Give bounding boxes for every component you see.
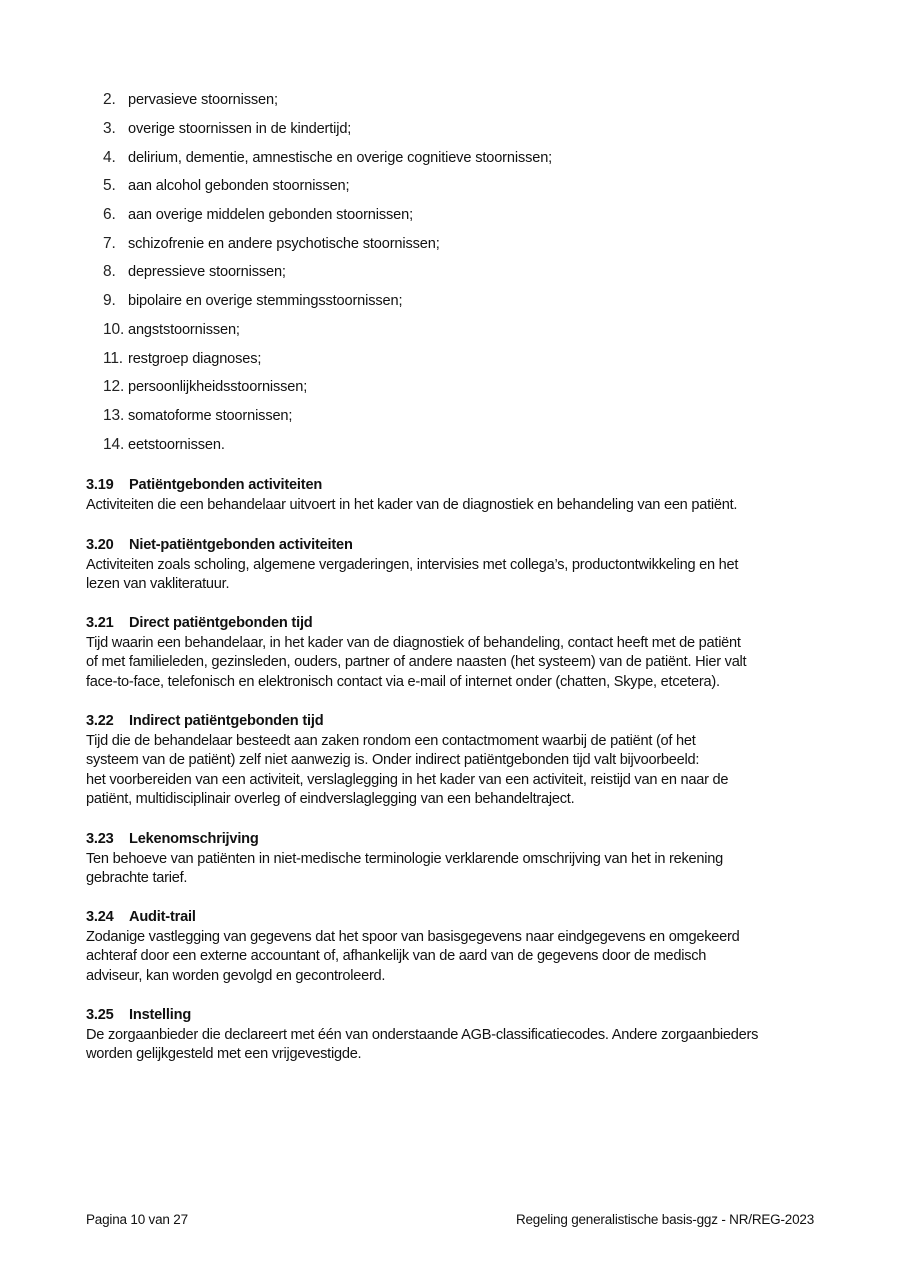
section-3-21 <box>86 614 826 692</box>
section-title: Instelling <box>129 1007 192 1023</box>
section-text: worden gelijkgesteld met een vrijgevestigde. <box>86 1046 362 1063</box>
section-heading <box>86 476 826 496</box>
list-number: 7. <box>103 234 116 252</box>
section-heading <box>86 614 826 634</box>
list-item <box>103 115 552 144</box>
section-title: Niet-patiëntgebonden activiteiten <box>129 537 353 553</box>
section-title: Audit-trail <box>129 909 196 925</box>
list-item <box>103 201 552 230</box>
section-text: het voorbereiden van een activiteit, verslaglegging in het kader van een activiteit, reistijd van en naar de <box>86 771 729 788</box>
list-number: 5. <box>103 177 116 195</box>
list-item <box>103 344 552 373</box>
section-text: face-to-face, telefonisch en elektronisch contact via e-mail of internet onder (chatten, Skype, etcetera). <box>86 673 720 690</box>
list-text: depressieve stoornissen; <box>128 264 286 281</box>
list-number: 13. <box>103 406 125 424</box>
section-3-23 <box>86 830 826 889</box>
page-number: Pagina 10 van 27 <box>86 1212 188 1227</box>
list-text: pervasieve stoornissen; <box>128 92 278 109</box>
list-text: schizofrenie en andere psychotische stoornissen; <box>128 235 440 252</box>
list-text: aan overige middelen gebonden stoornissen; <box>128 207 413 224</box>
section-text: of met familieleden, gezinsleden, ouders, partner of andere naasten (het systeem) van de patiënt. Hier valt <box>86 654 747 671</box>
list-item <box>103 258 552 287</box>
list-item <box>103 287 552 316</box>
section-text: patiënt, multidisciplinair overleg of eindverslaglegging van een behandeltraject. <box>86 791 575 808</box>
list-number: 6. <box>103 206 116 224</box>
list-number: 4. <box>103 148 116 166</box>
section-title: Lekenomschrijving <box>129 831 259 847</box>
list-text: bipolaire en overige stemmingsstoornissen; <box>128 293 403 310</box>
section-title: Direct patiëntgebonden tijd <box>129 615 313 631</box>
section-text: Tijd waarin een behandelaar, in het kader van de diagnostiek of behandeling, contact heeft met de patiënt <box>86 634 741 651</box>
list-number: 14. <box>103 435 125 453</box>
section-number: 3.20 <box>86 537 114 553</box>
section-text: Zodanige vastlegging van gegevens dat het spoor van basisgegevens naar eindgegevens en omgekeerd <box>86 928 740 945</box>
list-text: persoonlijkheidsstoornissen; <box>128 379 308 396</box>
section-text: systeem van de patiënt) zelf niet aanwezig is. Onder indirect patiëntgebonden tijd valt bijvoorbeeld: <box>86 752 700 769</box>
list-number: 10. <box>103 320 125 338</box>
section-text: Ten behoeve van patiënten in niet-medische terminologie verklarende omschrijving van het in rekening <box>86 850 723 867</box>
section-heading <box>86 1006 826 1026</box>
section-3-22 <box>86 712 826 810</box>
section-number: 3.24 <box>86 909 114 925</box>
list-number: 3. <box>103 120 116 138</box>
list-item <box>103 373 552 402</box>
list-text: delirium, dementie, amnestische en overige cognitieve stoornissen; <box>128 149 553 166</box>
section-text: achteraf door een externe accountant of, afhankelijk van de aard van de gegevens door de medisch <box>86 948 707 965</box>
section-heading <box>86 908 826 928</box>
list-text: angststoornissen; <box>128 321 240 338</box>
section-title: Patiëntgebonden activiteiten <box>129 477 323 493</box>
list-number: 11. <box>103 349 123 367</box>
list-text: overige stoornissen in de kindertijd; <box>128 121 352 138</box>
section-text: gebrachte tarief. <box>86 870 188 887</box>
section-text: Tijd die de behandelaar besteedt aan zaken rondom een contactmoment waarbij de patiënt (of het <box>86 732 696 749</box>
section-3-25 <box>86 1006 826 1065</box>
section-text: De zorgaanbieder die declareert met één van onderstaande AGB-classificatiecodes. Andere zorgaanbieders <box>86 1026 759 1043</box>
list-item <box>103 316 552 345</box>
section-number: 3.19 <box>86 477 114 493</box>
section-number: 3.25 <box>86 1007 114 1023</box>
section-number: 3.23 <box>86 831 114 847</box>
list-item <box>103 229 552 258</box>
list-text: somatoforme stoornissen; <box>128 407 293 424</box>
list-item <box>103 430 552 459</box>
section-heading <box>86 536 826 556</box>
section-text: Activiteiten die een behandelaar uitvoert in het kader van de diagnostiek en behandeling van een patiënt. <box>86 496 738 513</box>
document-title-footer: Regeling generalistische basis-ggz - NR/REG-2023 <box>515 1212 814 1227</box>
section-title: Indirect patiëntgebonden tijd <box>129 713 324 729</box>
list-number: 8. <box>103 263 116 281</box>
list-number: 12. <box>103 378 125 396</box>
section-text: adviseur, kan worden gevolgd en gecontroleerd. <box>86 967 386 984</box>
list-item <box>103 143 552 172</box>
section-text: lezen van vakliteratuur. <box>86 576 230 593</box>
list-text: aan alcohol gebonden stoornissen; <box>128 178 350 195</box>
list-item <box>103 86 552 115</box>
list-number: 9. <box>103 292 116 310</box>
list-item <box>103 402 552 431</box>
list-number: 2. <box>103 91 116 109</box>
diagnosis-list <box>103 86 552 459</box>
list-item <box>103 172 552 201</box>
section-text: Activiteiten zoals scholing, algemene vergaderingen, intervisies met collega’s, productontwikkeling en het <box>86 556 739 573</box>
section-heading <box>86 830 826 850</box>
section-heading <box>86 712 826 732</box>
section-number: 3.22 <box>86 713 114 729</box>
list-text: eetstoornissen. <box>128 436 225 453</box>
section-3-20 <box>86 536 826 595</box>
section-3-19 <box>86 476 826 515</box>
list-text: restgroep diagnoses; <box>128 350 262 367</box>
section-3-24 <box>86 908 826 986</box>
section-number: 3.21 <box>86 615 114 631</box>
